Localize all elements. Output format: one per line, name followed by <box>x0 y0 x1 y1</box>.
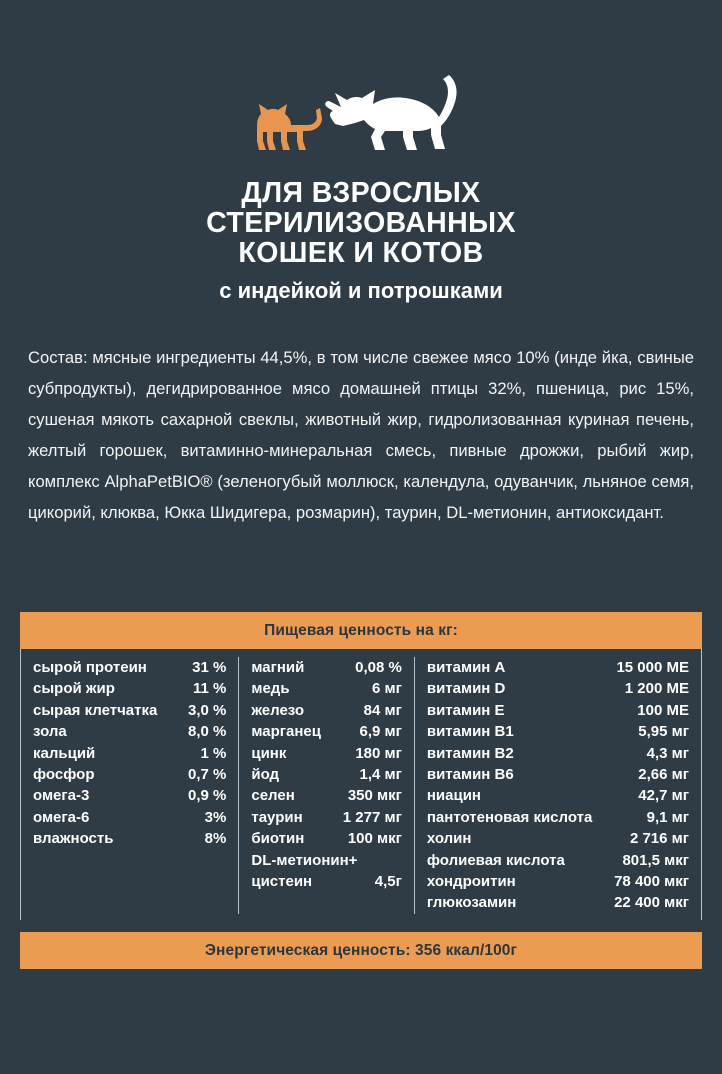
nutrient-value: 31 % <box>192 659 227 676</box>
nutrient-value: 1 277 мг <box>342 808 402 826</box>
nutrition-header-bar: Пищевая ценность на кг: <box>20 612 702 649</box>
nutrient-value: 1,4 мг <box>359 766 402 784</box>
nutrient-value: 8,0 % <box>188 723 227 741</box>
nutrient-value: 78 400 мкг <box>614 873 689 891</box>
nutrient-label: цистеин <box>251 873 313 891</box>
nutrient-value: 4,3 мг <box>646 744 689 762</box>
nutrition-row <box>251 785 402 806</box>
nutrition-column-2 <box>238 657 414 914</box>
nutrient-label: витамин D <box>426 680 506 698</box>
nutrient-label: кальций <box>33 744 96 762</box>
nutrition-row <box>33 743 226 764</box>
nutrient-value: 180 мг <box>355 744 402 762</box>
nutrient-value: 1 200 МЕ <box>624 680 689 698</box>
nutrition-table <box>20 649 702 920</box>
nutrition-row <box>251 871 402 892</box>
nutrient-label: влажность <box>33 830 114 848</box>
nutrition-row <box>251 657 402 678</box>
nutrient-label: витамин E <box>426 701 505 719</box>
nutrient-label: селен <box>251 787 295 805</box>
nutrition-row <box>427 850 689 871</box>
nutrient-value: 9,1 мг <box>646 808 689 826</box>
nutrient-value: 100 мкг <box>347 830 402 848</box>
nutrition-row <box>251 721 402 742</box>
nutrient-label: сырая клетчатка <box>33 701 158 719</box>
nutrition-row <box>251 828 402 849</box>
nutrient-value: 100 МЕ <box>637 701 689 719</box>
nutrition-row <box>427 678 689 699</box>
nutrient-label: фосфор <box>33 766 95 784</box>
nutrient-value: 1 % <box>200 744 227 762</box>
nutrient-label: глюкозамин <box>426 894 517 912</box>
nutrient-label: фолиевая кислота <box>426 851 565 869</box>
product-subtitle: с индейкой и потрошками <box>219 278 503 303</box>
nutrient-value: 0,08 % <box>355 659 402 676</box>
nutrition-column-3 <box>414 657 701 914</box>
nutrient-value: 4,5г <box>374 873 402 891</box>
nutrient-label: магний <box>251 659 305 676</box>
hero-section <box>0 0 722 306</box>
nutrition-column-1 <box>21 657 238 914</box>
nutrient-value: 801,5 мкг <box>622 851 689 869</box>
nutrient-label: пантотеновая кислота <box>426 808 593 826</box>
nutrition-row <box>427 700 689 721</box>
title-line-1: ДЛЯ ВЗРОСЛЫХ <box>241 177 481 209</box>
nutrient-value: 3,0 % <box>188 701 227 719</box>
title-line-3: КОШЕК И КОТОВ <box>238 237 484 269</box>
nutrient-label: зола <box>33 723 67 741</box>
nutrient-value: 8% <box>204 830 227 848</box>
title-line-2: СТЕРИЛИЗОВАННЫХ <box>206 207 516 239</box>
orange-kitten-silhouette-icon <box>249 101 327 158</box>
nutrition-section <box>0 612 722 969</box>
nutrition-row <box>427 764 689 785</box>
nutrient-label: цинк <box>251 744 287 762</box>
nutrition-row <box>427 807 689 828</box>
nutrition-row <box>427 828 689 849</box>
nutrition-row <box>427 743 689 764</box>
nutrition-row <box>251 743 402 764</box>
nutrient-value: 2,66 мг <box>638 766 689 784</box>
nutrition-row <box>251 678 402 699</box>
product-title-block <box>0 178 722 306</box>
nutrition-row <box>427 721 689 742</box>
nutrient-value: 15 000 МЕ <box>616 659 689 676</box>
nutrition-row <box>33 828 226 849</box>
nutrient-value: 0,9 % <box>188 787 227 805</box>
nutrient-label: таурин <box>251 808 303 826</box>
white-adult-cat-silhouette-icon <box>321 73 473 160</box>
nutrient-value: 84 мг <box>363 701 402 719</box>
energy-value-bar: Энергетическая ценность: 356 ккал/100г <box>20 932 702 969</box>
composition-paragraph: Состав: мясные ингредиенты 44,5%, в том числе свежее мясо 10% (инде йка, свиные субпродукты), дегидрированное мясо домашней птицы 32%, пшеница, рис 15%, сушеная мякоть сахарной свеклы, животный жир, гидролизованная куриная печень, желтый горошек, витаминно-минеральная смесь, пивные дрожжи, рыбий жир, комплекс AlphaPetBIO® (зеленогубый моллюск, календула, одуванчик, льняное семя, цикорий, клюква, Юкка Шидигера, розмарин), таурин, DL-метионин, антиоксидант. <box>28 348 694 522</box>
nutrition-row <box>33 785 226 806</box>
nutrition-row <box>251 807 402 828</box>
nutrient-label: йод <box>251 766 280 784</box>
nutrient-label: хондроитин <box>426 873 516 891</box>
nutrient-label: железо <box>251 701 305 719</box>
nutrition-row <box>427 892 689 913</box>
nutrition-row <box>427 871 689 892</box>
nutrition-row <box>33 678 226 699</box>
nutrition-row <box>33 764 226 785</box>
nutrient-label: витамин B2 <box>426 744 514 762</box>
nutrient-value: 5,95 мг <box>638 723 689 741</box>
nutrient-label: биотин <box>251 830 305 848</box>
nutrient-label: медь <box>251 680 290 698</box>
nutrient-value: 2 716 мг <box>629 830 689 848</box>
nutrient-value: 6 мг <box>372 680 402 698</box>
nutrient-label: холин <box>426 830 472 848</box>
nutrient-value: 6,9 мг <box>359 723 402 741</box>
nutrient-label: DL-метионин+ <box>251 851 358 869</box>
nutrient-value: 11 % <box>192 680 227 698</box>
nutrition-row <box>251 700 402 721</box>
nutrition-row <box>33 700 226 721</box>
nutrient-label: витамин A <box>426 659 506 676</box>
nutrition-row <box>33 721 226 742</box>
nutrient-value: 3% <box>204 808 227 826</box>
nutrition-row <box>251 764 402 785</box>
nutrient-label: витамин B6 <box>426 766 514 784</box>
cat-silhouettes-group <box>0 78 722 160</box>
nutrition-row <box>33 657 226 678</box>
nutrition-row <box>427 657 689 678</box>
nutrient-value: 42,7 мг <box>638 787 689 805</box>
nutrient-label: марганец <box>251 723 321 741</box>
nutrition-row <box>33 807 226 828</box>
nutrient-label: сырой жир <box>33 680 115 698</box>
nutrient-label: ниацин <box>426 787 481 805</box>
nutrient-label: сырой протеин <box>33 659 147 676</box>
nutrient-value: 350 мкг <box>347 787 402 805</box>
nutrient-label: витамин B1 <box>426 723 514 741</box>
nutrient-label: омега-6 <box>33 808 90 826</box>
nutrition-row <box>427 785 689 806</box>
nutrient-value: 0,7 % <box>188 766 227 784</box>
nutrition-row <box>251 850 402 871</box>
nutrient-value: 22 400 мкг <box>614 894 689 912</box>
nutrient-label: омега-3 <box>33 787 90 805</box>
